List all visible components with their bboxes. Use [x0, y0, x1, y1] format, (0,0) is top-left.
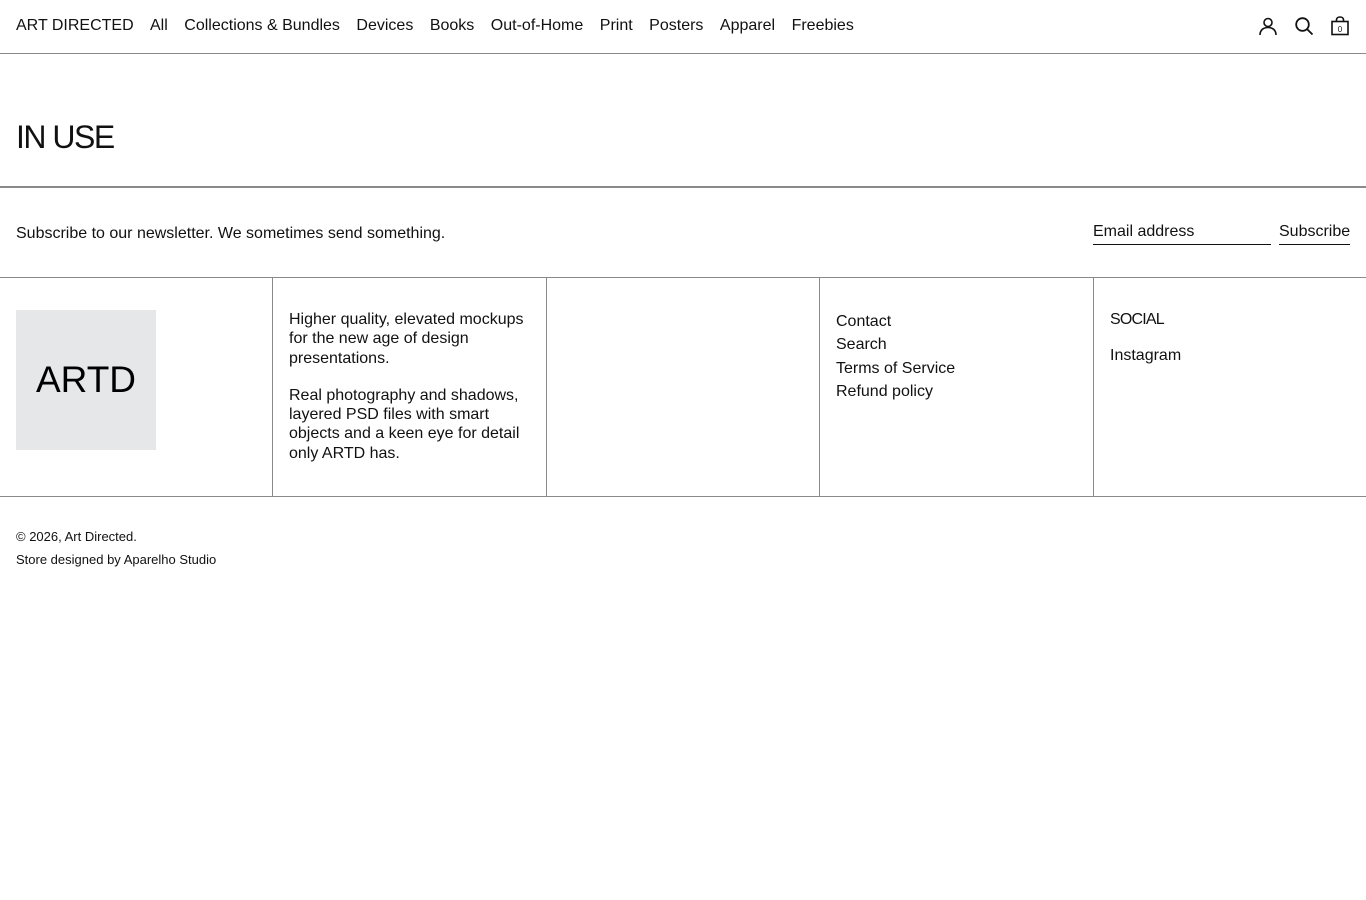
about-paragraph: Real photography and shadows, layered PSD files with smart objects and a keen eye for detail only ARTD has.	[289, 386, 520, 462]
copyright-link[interactable]: Art Directed	[64, 529, 134, 544]
page-title-section	[0, 54, 1366, 188]
copyright-suffix: .	[133, 529, 137, 544]
footer-link-search[interactable]: Search	[836, 336, 887, 354]
footer-empty-column	[547, 278, 820, 496]
footer-links-column	[820, 278, 1094, 496]
bag-icon[interactable]	[1330, 16, 1350, 36]
footer-social-column	[1094, 278, 1366, 496]
social-link-instagram[interactable]: Instagram	[1110, 347, 1182, 364]
about-paragraph: Higher quality, elevated mockups for the new age of design presentations.	[289, 311, 524, 367]
nav-item-collections-bundles[interactable]: Collections & Bundles	[184, 17, 340, 34]
footer-about-column	[273, 278, 547, 496]
footer-link-refund[interactable]: Refund policy	[836, 383, 933, 401]
footer-link-contact[interactable]: Contact	[836, 313, 892, 330]
designer-link[interactable]: Aparelho Studio	[123, 552, 217, 567]
copyright	[16, 529, 137, 544]
designer-credit	[16, 552, 216, 567]
copyright-prefix: © 2026,	[16, 529, 65, 544]
social-title: SOCIAL	[1110, 311, 1164, 328]
footer-links	[836, 310, 955, 404]
nav-item-freebies[interactable]: Freebies	[791, 17, 854, 34]
footer-link-terms[interactable]: Terms of Service	[836, 359, 956, 377]
nav-item-books[interactable]: Books	[429, 17, 475, 34]
nav-item-posters[interactable]: Posters	[649, 17, 704, 34]
subscribe-button[interactable]: Subscribe	[1279, 220, 1350, 245]
nav-item-all[interactable]: All	[150, 17, 168, 34]
search-icon[interactable]	[1294, 16, 1314, 36]
main-nav	[150, 17, 870, 35]
newsletter-text: Subscribe to our newsletter. We sometimes send something.	[16, 225, 446, 242]
site-header	[0, 0, 1366, 54]
footer-grid	[0, 278, 1366, 497]
page-title: IN USE	[16, 119, 114, 155]
account-icon[interactable]	[1258, 16, 1278, 36]
nav-item-apparel[interactable]: Apparel	[719, 17, 776, 34]
newsletter-section	[0, 188, 1366, 278]
footer-logo-text: ARTD	[35, 359, 137, 400]
footer-logo-column	[0, 278, 273, 496]
header-actions	[1258, 16, 1350, 36]
email-input[interactable]	[1093, 220, 1271, 245]
footer-about	[289, 310, 529, 481]
nav-item-devices[interactable]: Devices	[356, 17, 414, 34]
nav-item-print[interactable]: Print	[599, 17, 633, 34]
site-logo[interactable]: ART DIRECTED	[16, 17, 134, 34]
cart-count: 0	[1337, 25, 1343, 34]
designer-prefix: Store designed by	[16, 552, 124, 567]
nav-item-out-of-home[interactable]: Out-of-Home	[490, 17, 584, 34]
footer-logo[interactable]	[16, 310, 156, 450]
